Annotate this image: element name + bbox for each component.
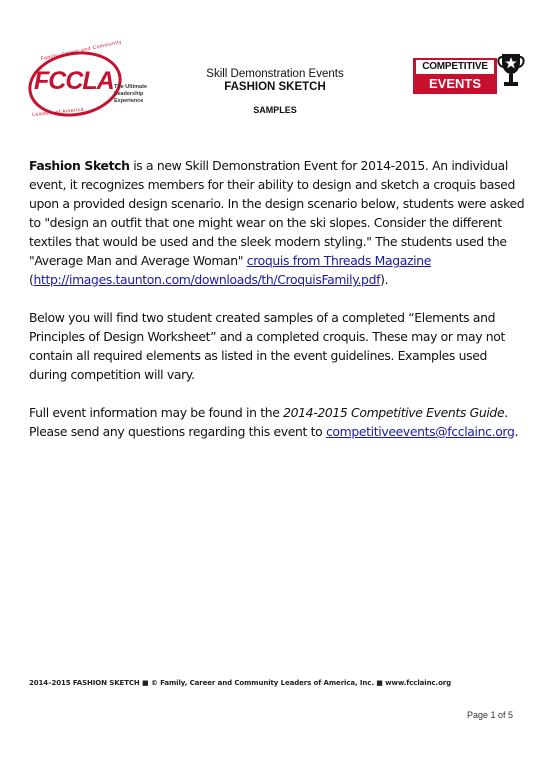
competitive-events-badge: [413, 58, 497, 94]
logo-ring-top-text: Family, Career and Community: [40, 39, 123, 63]
fccla-logo: [26, 39, 148, 119]
contact-paragraph: [29, 403, 525, 441]
logo-tagline-line-3: Experience: [114, 98, 144, 104]
contact-text-2: . Please send any questions regarding this event to: [29, 405, 508, 439]
contact-text-1: Full event information may be found in the: [29, 405, 284, 420]
header-title-block: [150, 68, 400, 115]
croquis-link[interactable]: croquis from Threads Magazine: [246, 253, 432, 268]
header-event-category: Skill Demonstration Events: [206, 68, 344, 80]
intro-text-1: is a new Skill Demonstration Event for 2014-2015. An individual event, it recognizes members for their ability to design and sketch a croquis based upon a provided design scenario. In the design scenario below, students were asked to "design an outfit that one might wear on the ski slopes. Consider the different textiles that would be used and the sleek modern styling." The students used the "Average Man and Average Woman": [29, 158, 525, 268]
contact-text-3: .: [514, 424, 519, 439]
body-content: [29, 156, 525, 460]
badge-bottom-text: EVENTS: [428, 76, 481, 91]
email-link[interactable]: competitiveevents@fcclainc.org: [325, 424, 515, 439]
samples-paragraph: Below you will find two student created samples of a completed “Elements and Principles of Design Worksheet” and a completed croquis. These may or may not contain all required elements as listed in the event guidelines. Examples used during competition will vary.: [29, 310, 506, 382]
page-number: Page 1 of 5: [466, 710, 513, 720]
badge-top-text: COMPETITIVE: [416, 60, 494, 74]
intro-text-2: (: [29, 272, 34, 287]
intro-text-3: ).: [380, 272, 389, 287]
competitive-events-logo: [413, 58, 525, 98]
event-name-lead: Fashion Sketch: [29, 158, 130, 173]
intro-paragraph: [29, 156, 525, 289]
footer-copyright: 2014–2015 FASHION SKETCH ■ © Family, Career and Community Leaders of America, Inc. ■ www.fcclainc.org: [29, 679, 452, 687]
logo-tagline-line-1: The Ultimate: [114, 84, 148, 90]
logo-wordmark: FCCLA: [34, 67, 114, 95]
events-guide-title: 2014-2015 Competitive Events Guide: [283, 405, 505, 420]
logo-ring-bottom-text: Leaders of America: [31, 106, 85, 119]
logo-tagline-line-2: Leadership: [114, 91, 144, 97]
header-samples-label: SAMPLES: [253, 105, 297, 115]
croquis-pdf-link[interactable]: http://images.taunton.com/downloads/th/CroquisFamily.pdf: [33, 272, 381, 287]
header-event-name: FASHION SKETCH: [224, 81, 326, 93]
trophy-icon: [497, 50, 525, 94]
logo-tagline: [114, 84, 147, 105]
